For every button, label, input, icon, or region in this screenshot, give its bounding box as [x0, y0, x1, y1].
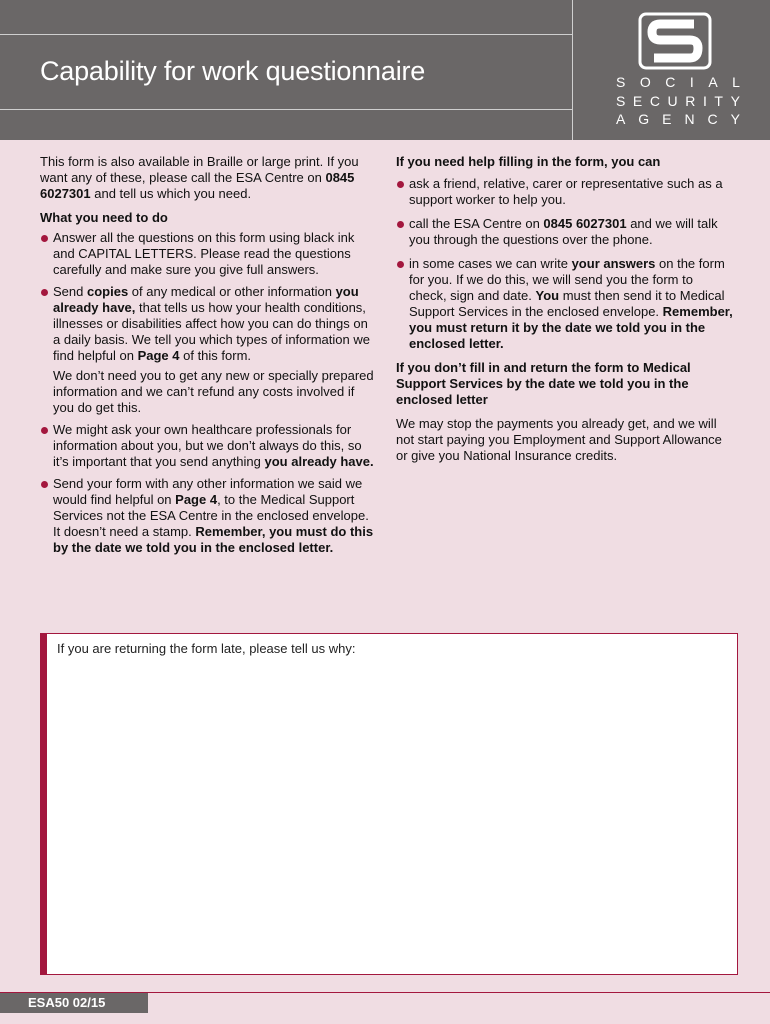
list-item: ask a friend, relative, carer or representative such as a support worker to help you.	[396, 176, 734, 208]
header-divider	[572, 0, 573, 140]
header-banner	[0, 0, 770, 140]
late-return-label: If you are returning the form late, please tell us why:	[57, 641, 356, 656]
agency-name-line-1: S O C I A L	[616, 74, 740, 90]
social-security-agency-logo-icon	[638, 12, 712, 70]
header-rule-top	[0, 34, 572, 35]
form-code-tab: ESA50 02/15	[0, 993, 148, 1013]
header-rule-bottom	[0, 109, 572, 110]
instructions-list	[40, 230, 375, 556]
left-column	[40, 154, 375, 562]
intro-text: This form is also available in Braille or large print. If you want any of these, please call the ESA Centre on 0845 6027301 and tell us which you need.	[40, 154, 359, 201]
page-title: Capability for work questionnaire	[40, 56, 426, 86]
list-item: Send your form with any other information we said we would find helpful on Page 4, to the Medical Support Services not the ESA Centre in the enclosed envelope. It doesn’t need a stamp. Remember, you must do this by the date we told you in the enclosed letter.	[40, 476, 375, 556]
list-item-subtext: We don’t need you to get any new or specially prepared information and we can’t refund any costs involved if you do get this.	[53, 368, 374, 415]
list-item: in some cases we can write your answers on the form for you. If we do this, we will send you the form to check, sign and date. You must then send it to Medical Support Services in the enclosed envelope. Remember, you must return it by the date we told you in the enclosed letter.	[396, 256, 734, 352]
help-heading: If you need help filling in the form, you can	[396, 154, 661, 169]
list-item: We might ask your own healthcare professionals for information about you, but we don’t always do this, so it’s important that you send anything you already have.	[40, 422, 375, 470]
list-item: call the ESA Centre on 0845 6027301 and we will talk you through the questions over the phone.	[396, 216, 734, 248]
list-item: Send copies of any medical or other information you already have, that tells us how your health conditions, illnesses or disabilities affect how you can do things on a daily basis. We tell you which types of information we find helpful on Page 4 of this form. We don’t need you to get any new or specially prepared information and we can’t refund any costs involved if you do get this.	[40, 284, 375, 416]
list-item: Answer all the questions on this form using black ink and CAPITAL LETTERS. Please read the questions carefully and make sure you give full answers.	[40, 230, 375, 278]
agency-name-line-3: A G E N C Y	[616, 111, 740, 127]
right-column	[396, 154, 734, 472]
warning-text: We may stop the payments you already get, and we will not start paying you Employment and Support Allowance or give you National Insurance credits.	[396, 416, 722, 463]
what-you-need-heading: What you need to do	[40, 210, 168, 225]
late-return-reason-field[interactable]	[40, 633, 738, 975]
warning-heading: If you don’t fill in and return the form to Medical Support Services by the date we told you in the enclosed letter	[396, 360, 691, 407]
agency-name-line-2: S E C U R I T Y	[616, 93, 740, 109]
help-list	[396, 176, 734, 352]
